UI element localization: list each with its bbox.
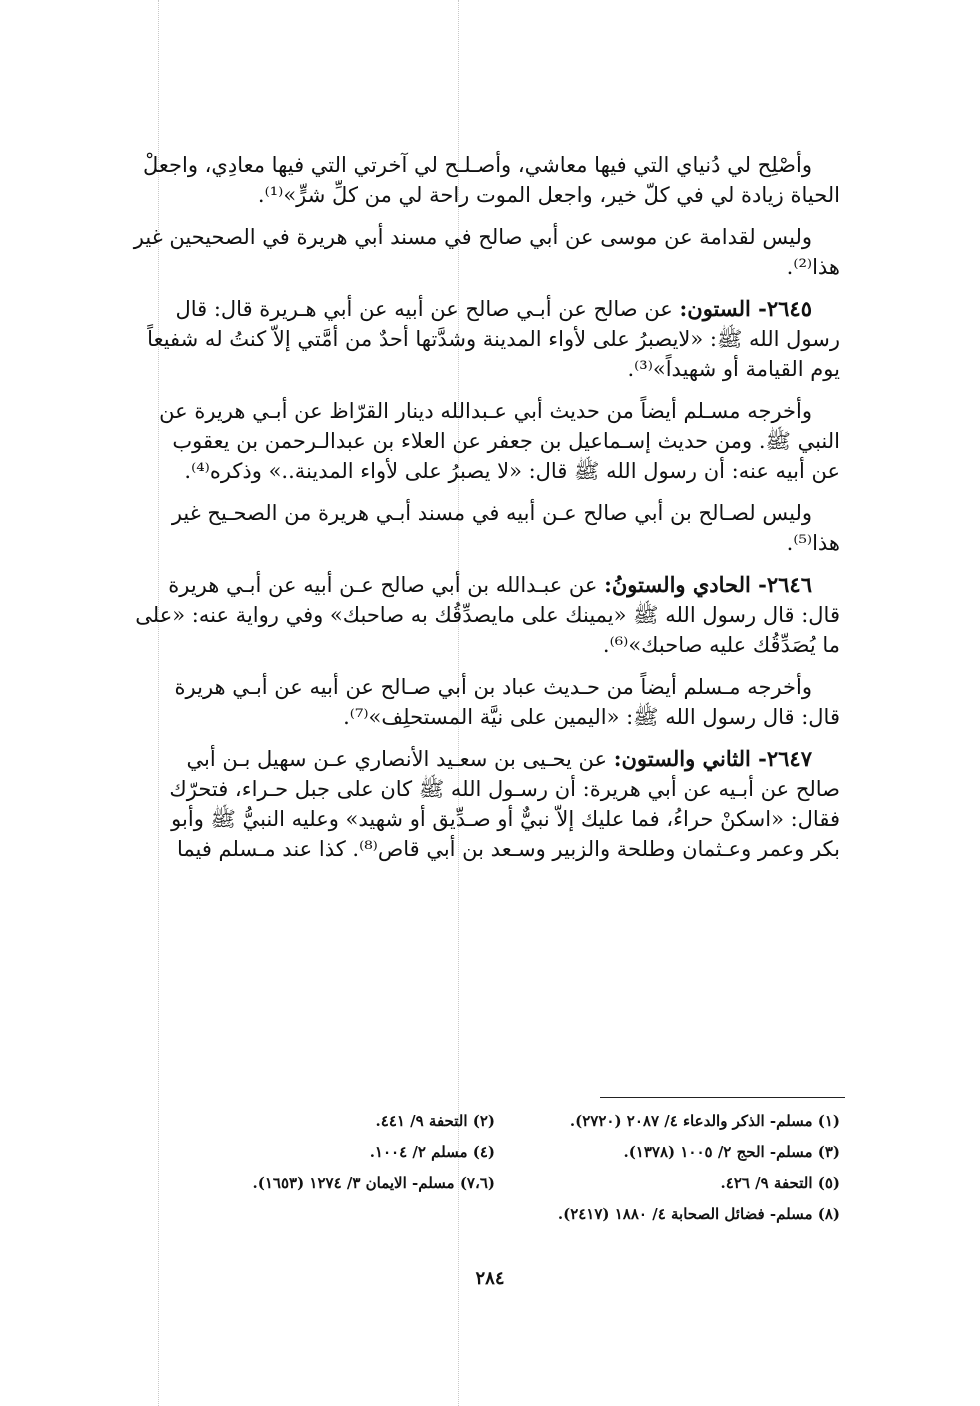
footnote-row xyxy=(150,1199,840,1230)
text-line: هذا⁽⁵⁾. xyxy=(786,531,840,555)
text-span: عن عبـدالله بن أبي صالح عـن أبيه عن أبـي هريرة xyxy=(168,573,605,597)
paragraph xyxy=(100,672,840,732)
paragraph xyxy=(100,150,840,210)
text-line xyxy=(100,744,840,774)
paragraph xyxy=(100,498,840,558)
text-line: قال: قال رسول الله ﷺ «يمينك على مايصدِّقُك به صاحبك» وفي رواية عنه: «على xyxy=(135,603,840,627)
footnotes xyxy=(150,1106,840,1230)
hadith-title: - الثاني والستون: xyxy=(613,746,767,771)
footnote: (١) مسلم- الذكر والدعاء ٤/ ٢٠٨٧ (٢٧٢٠). xyxy=(569,1112,840,1130)
hadith-entry xyxy=(100,570,840,660)
footnote: (٣) مسلم- الحج ٢/ ١٠٠٥ (١٣٧٨). xyxy=(623,1143,840,1161)
footnote: (٤) مسلم ٢/ ١٠٠٤. xyxy=(369,1143,495,1161)
hadith-title: - الحادي والستونُ: xyxy=(604,572,767,597)
text-line: النبي ﷺ. ومن حديث إسـماعيل بن جعفر عن العلاء بن عبدالـرحمن بن يعقوب xyxy=(172,429,840,453)
text-line: وأخرجه مـسلم أيضاً من حـديث عباد بن أبي صـالح عن أبيه عن أبـي هريرة xyxy=(174,675,812,699)
text-line: وليس لصـالح بن أبي صالح عـن أبيه في مسند أبـي هريرة من الصحـيح غير xyxy=(171,501,812,525)
text-line: ما يُصَدِّقُك عليه صاحبك»⁽⁶⁾. xyxy=(602,633,840,657)
text-line: رسول الله ﷺ: «لايصبرُ على لأواء المدينة وشدَّتها أحدٌ من أمَّتي إلاّ كنتُ له شفيعاً xyxy=(147,327,840,351)
text-line: قال: قال رسول الله ﷺ: «اليمين على نيَّة المستحلِف»⁽⁷⁾. xyxy=(343,705,840,729)
text-span: عن صالح عن أبـي صالح عن أبيه عن أبي هـريرة قال: قال xyxy=(175,297,680,321)
text-line: الحياة زيادة لي في كلّ خير، واجعل الموت راحة لي من كلِّ شرٍّ»⁽¹⁾. xyxy=(257,183,840,207)
text-line: صالح عن أبـيه عن أبي هريرة: أن رسـول الله ﷺ كان على جبل حـراء، فتحرّك xyxy=(169,777,840,801)
footnote: (٥) التحفة ٩/ ٤٢٦. xyxy=(720,1174,840,1192)
text-line: يوم القيامة أو شهيداً»⁽³⁾. xyxy=(627,357,840,381)
hadith-entry xyxy=(100,744,840,864)
page-body xyxy=(100,150,840,876)
paragraph xyxy=(100,396,840,486)
page-number: ٢٨٤ xyxy=(475,1268,505,1289)
text-span: عن يحـيى بن سعـيد الأنصاري عـن سهيل بـن أبي xyxy=(186,747,614,771)
hadith-number: ٢٦٤٧ xyxy=(766,746,812,771)
hadith-number: ٢٦٤٦ xyxy=(766,572,812,597)
footnote: (٨) مسلم- فضائل الصحابة ٤/ ١٨٨٠ (٢٤١٧). xyxy=(557,1205,840,1223)
hadith-title: - الستون: xyxy=(679,296,767,321)
footnote: (٢) التحفة ٩/ ٤٤١. xyxy=(375,1112,495,1130)
text-line: وأخرجه مسـلم أيضاً من حديث أبي عـبدالله دينار القرّاظ عن أبـي هريرة عن xyxy=(159,399,812,423)
footnote-row xyxy=(150,1106,840,1137)
text-line: وليس لقدامة عن موسى عن أبي صالح في مسند أبي هريرة في الصحيحين غير xyxy=(133,225,812,249)
text-line: عن أبيه عنه: أن رسول الله ﷺ قال: «لا يصبرُ على لأواء المدينة..» وذكره⁽⁴⁾. xyxy=(184,459,840,483)
hadith-number: ٢٦٤٥ xyxy=(766,296,812,321)
text-line: بكر وعمر وعـثمان وطلحة والزبير وسـعد بن أبي قاص⁽⁸⁾. كذا عند مـسلم فيما xyxy=(176,837,840,861)
text-line: وأصْلِح لي دُنياي التي فيها معاشي، وأصـلـح لي آخرتي التي فيها معادِي، واجعلْ xyxy=(142,153,812,177)
text-line xyxy=(100,294,840,324)
text-line xyxy=(100,570,840,600)
text-line: هذا⁽²⁾. xyxy=(786,255,840,279)
footnote: (٧،٦) مسلم- الايمان ٣/ ١٢٧٤ (١٦٥٣). xyxy=(252,1174,495,1192)
footnote-row xyxy=(150,1168,840,1199)
footnote-row xyxy=(150,1137,840,1168)
hadith-entry xyxy=(100,294,840,384)
paragraph xyxy=(100,222,840,282)
footnote-separator xyxy=(600,1097,845,1098)
text-line: فقال: «اسكنْ حراءُ، فما عليك إلاّ نبيٌّ أو صـدِّيق أو شهيد» وعليه النبيُّ ﷺ وأبو xyxy=(171,807,840,831)
